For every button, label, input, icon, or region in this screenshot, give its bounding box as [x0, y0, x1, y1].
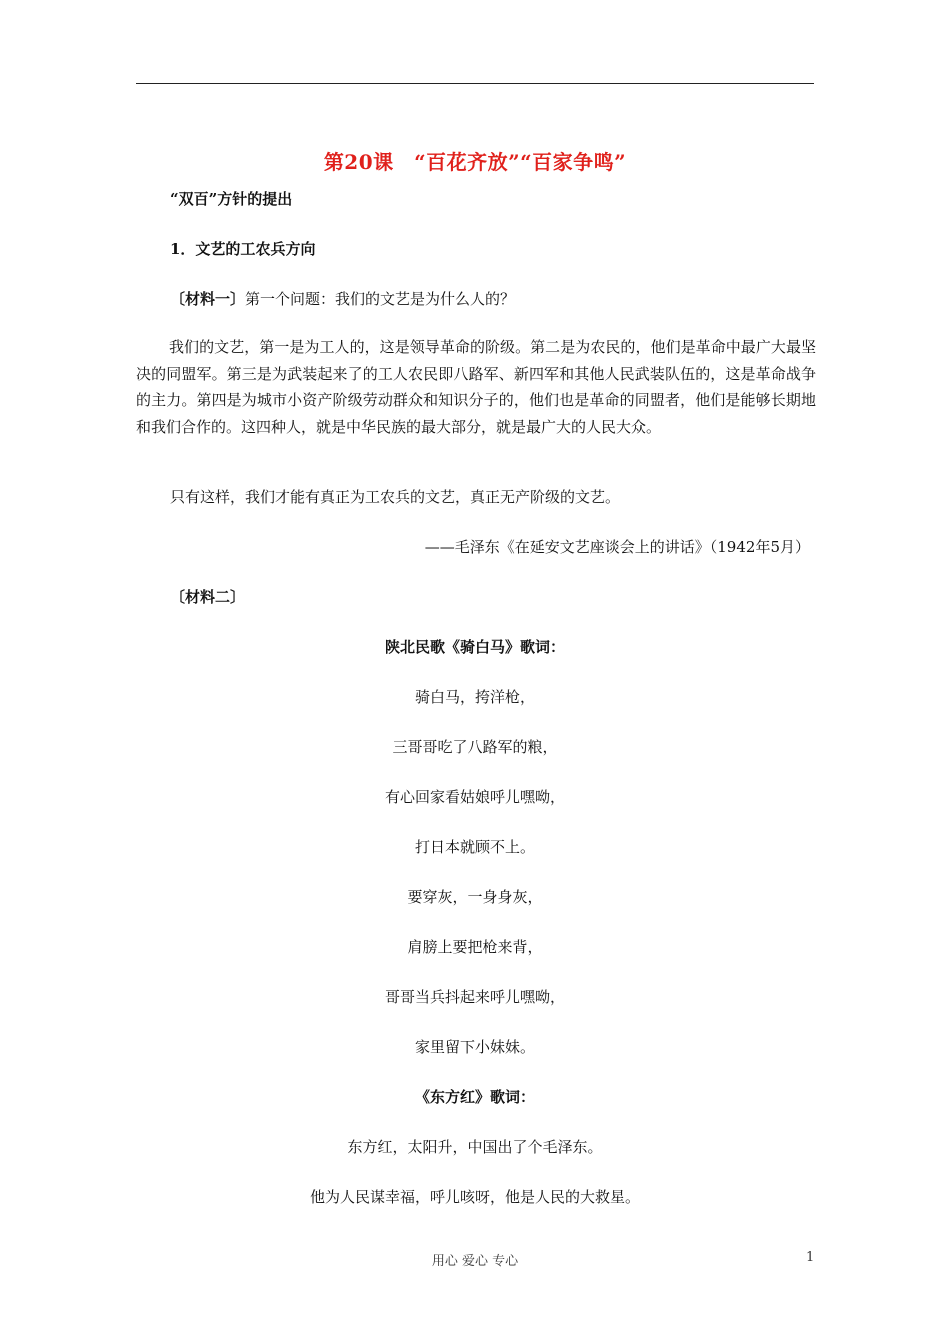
lesson-title: 第20课 “百花齐放”“百家争鸣” [323, 150, 627, 174]
song-one-line: 家里留下小妹妹。 [414, 1038, 535, 1056]
song-one-line: 骑白马，挎洋枪， [414, 688, 535, 706]
song-one-line: 哥哥当兵抖起来呼儿嘿呦， [384, 988, 565, 1006]
page-footer: 用心 爱心 专心 [431, 1254, 519, 1269]
material-one-conclusion: 只有这样，我们才能有真正为工农兵的文艺，真正无产阶级的文艺。 [170, 488, 621, 506]
song-two-title: 《东方红》歌词： [414, 1088, 535, 1106]
material-one-line [170, 288, 515, 309]
song-one-line: 有心回家看姑娘呼儿嘿呦， [384, 788, 565, 806]
song-one-line: 要穿灰，一身身灰， [407, 888, 543, 906]
song-two-line: 东方红，太阳升，中国出了个毛泽东。 [347, 1138, 603, 1156]
page-number: 1 [806, 1250, 815, 1265]
song-one-line: 打日本就顾不上。 [414, 838, 535, 856]
material-two-label: 〔材料二〕 [170, 588, 246, 606]
material-one-question: 第一个问题：我们的文艺是为什么人的？ [245, 290, 516, 308]
subsection-heading: 1．文艺的工农兵方向 [170, 240, 316, 258]
material-one-attribution: ——毛泽东《在延安文艺座谈会上的讲话》（1942年5月） [424, 538, 810, 556]
header-rule [136, 83, 814, 84]
material-one-paragraph: 我们的文艺，第一是为工人的，这是领导革命的阶级。第二是为农民的，他们是革命中最广大最坚决的同盟军。第三是为武装起来了的工人农民即八路军、新四军和其他人民武装队伍的，这是革命战争的主力。第四是为城市小资产阶级劳动群众和知识分子的，他们也是革命的同盟者，他们是能够长期地和我们合作的。这四种人，就是中华民族的最大部分，就是最广大的人民大众。 [136, 338, 816, 436]
song-two-line: 他为人民谋幸福，呼儿咳呀，他是人民的大救星。 [309, 1188, 640, 1206]
song-one-line: 肩膀上要把枪来背， [407, 938, 543, 956]
material-one-label: 〔材料一〕 [170, 290, 246, 308]
section-heading: “双百”方针的提出 [170, 190, 293, 208]
song-one-title: 陕北民歌《骑白马》歌词： [384, 638, 565, 656]
song-one-line: 三哥哥吃了八路军的粮， [392, 738, 558, 756]
